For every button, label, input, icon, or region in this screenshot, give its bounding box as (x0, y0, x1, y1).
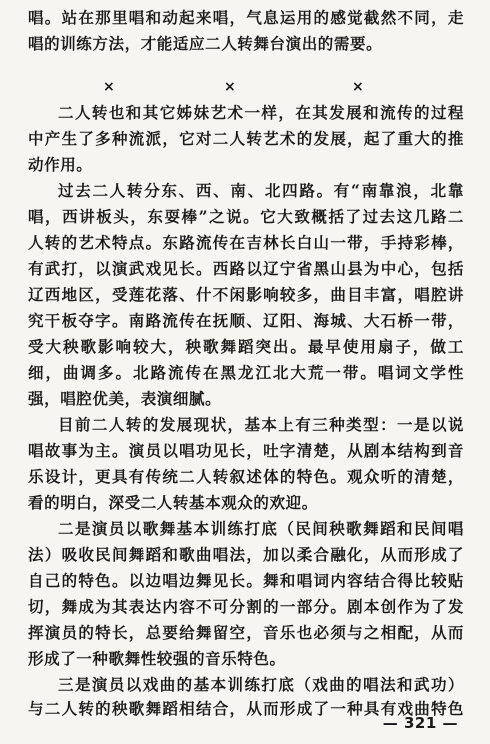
paragraph-first-line: 二人转也和其它姊妹艺术一样，在其发展和流传的过程 (58, 103, 464, 122)
text-line: 细，曲调多。北路流传在黑龙江北大荒一带。唱词文学性 (28, 363, 464, 382)
text-line: 有武打，以演武戏见长。西路以辽宁省黑山县为中心，包括 (28, 259, 464, 278)
text-line: 挥演员的特长，总要给舞留空，音乐也必须与之相配，从而 (28, 623, 464, 642)
text-line: 究干板夺字。南路流传在抚顺、辽阳、海城、大石桥一带， (28, 311, 464, 330)
text-line: 自己的特色。以边唱边舞见长。舞和唱词内容结合得比较贴 (28, 571, 464, 590)
page-number: — 321 — (382, 714, 458, 732)
text-line: 法）吸收民间舞蹈和歌曲唱法，加以柔合融化，从而形成了 (28, 545, 464, 564)
text-line: 唱故事为主。演员以唱功见长，吐字清楚，从剧本结构到音 (28, 441, 464, 460)
paragraph-first-line: 二是演员以歌舞基本训练打底（民间秧歌舞蹈和民间唱 (58, 519, 464, 538)
text-line: 看的明白，深受二人转基本观众的欢迎。 (28, 493, 318, 512)
paragraph-first-line: 目前二人转的发展现状，基本上有三种类型：一是以说 (58, 415, 464, 434)
section-separator-mark: × (103, 79, 115, 95)
text-line: 切，舞成为其表达内容不可分割的一部分。剧本创作为了发 (28, 597, 464, 616)
text-line: 中产生了多种流派，它对二人转艺术的发展，起了重大的推 (28, 129, 464, 148)
text-line: 辽西地区，受莲花落、什不闲影响较多，曲目丰富，唱腔讲 (28, 285, 464, 304)
text-line: 唱，西讲板头，东耍棒”之说。它大致概括了过去这几路二 (28, 207, 464, 226)
paragraph-first-line: 过去二人转分东、西、南、北四路。有“南靠浪，北靠 (58, 181, 464, 200)
text-line: 形成了一种歌舞性较强的音乐特色。 (28, 649, 286, 668)
text-line: 动作用。 (28, 155, 93, 174)
text-line: 受大秧歌影响较大，秧歌舞蹈突出。最早使用扇子，做工 (28, 337, 464, 356)
text-line: 人转的艺术特点。东路流传在吉林长白山一带，手持彩棒， (28, 233, 464, 252)
text-line: 唱。站在那里唱和动起来唱，气息运用的感觉截然不同，走 (28, 8, 464, 27)
paragraph-first-line: 三是演员以戏曲的基本训练打底（戏曲的唱法和武功） (58, 675, 464, 694)
text-line: 强，唱腔优美，表演细腻。 (28, 389, 222, 408)
text-line: 乐设计，更具有传统二人转叙述体的特色。观众听的清楚， (28, 467, 464, 486)
section-separator-mark: × (352, 79, 364, 95)
text-line: 与二人转的秧歌舞蹈相结合，从而形成了一种具有戏曲特色 (28, 699, 464, 718)
section-separator-mark: × (224, 79, 236, 95)
text-line: 唱的训练方法，才能适应二人转舞台演出的需要。 (28, 34, 383, 53)
